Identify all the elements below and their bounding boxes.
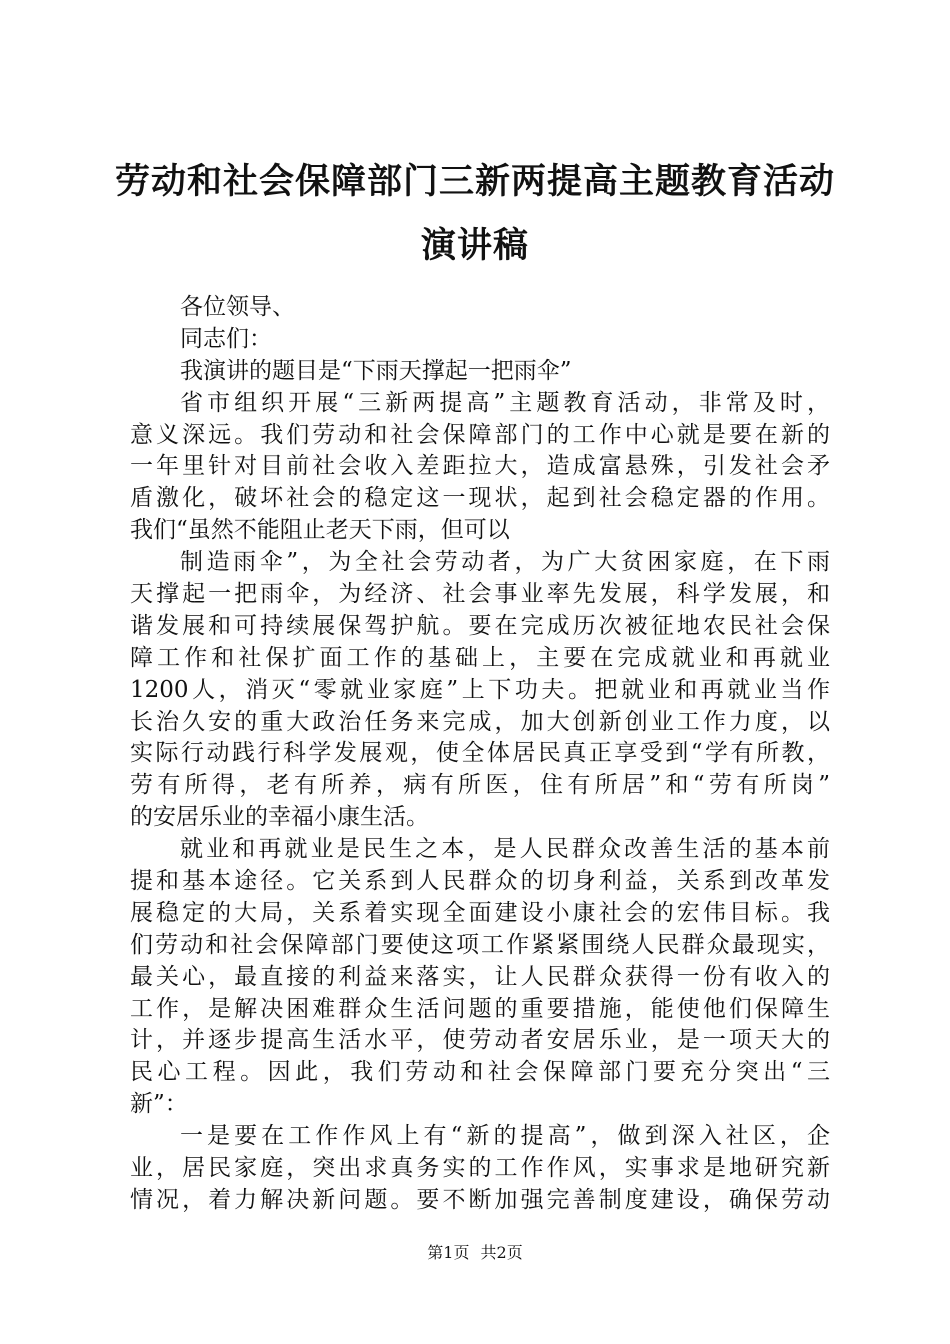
body-line: 谐发展和可持续展保驾护航。要在完成历次被征地农民社会保 — [130, 612, 830, 639]
document-body — [130, 292, 830, 1217]
body-line: 1200人，消灭“零就业家庭”上下功夫。把就业和再就业当作 — [130, 676, 830, 703]
body-line: 计，并逐步提高生活水平，使劳动者安居乐业，是一项天大的 — [130, 1027, 830, 1054]
body-line: 天撑起一把雨伞，为经济、社会事业率先发展，科学发展，和 — [130, 581, 830, 608]
body-line: 们劳动和社会保障部门要使这项工作紧紧围绕人民群众最现实， — [130, 931, 830, 958]
body-line: 实际行动践行科学发展观，使全体居民真正享受到“学有所教， — [130, 740, 830, 767]
body-line: 新”： — [130, 1091, 188, 1118]
body-line: 的安居乐业的幸福小康生活。 — [130, 804, 429, 831]
body-line: 制造雨伞”，为全社会劳动者，为广大贫困家庭，在下雨 — [180, 549, 830, 576]
body-line: 各位领导、 — [180, 294, 295, 320]
body-line: 展稳定的大局，关系着实现全面建设小康社会的宏伟目标。我 — [130, 899, 830, 926]
body-line: 情况，着力解决新问题。要不断加强完善制度建设，确保劳动 — [130, 1186, 830, 1213]
body-line: 民心工程。因此，我们劳动和社会保障部门要充分突出“三 — [130, 1059, 830, 1086]
body-line: 业，居民家庭，突出求真务实的工作作风，实事求是地研究新 — [130, 1155, 830, 1182]
page-footer — [0, 1243, 950, 1263]
body-line: 长治久安的重大政治任务来完成，加大创新创业工作力度，以 — [130, 708, 830, 735]
body-line: 提和基本途径。它关系到人民群众的切身利益，关系到改革发 — [130, 868, 830, 895]
body-line: 盾激化，破坏社会的稳定这一现状，起到社会稳定器的作用。 — [130, 485, 830, 512]
body-line: 意义深远。我们劳动和社会保障部门的工作中心就是要在新的 — [130, 421, 830, 448]
body-line: 同志们： — [180, 325, 272, 352]
body-line: 障工作和社保扩面工作的基础上，主要在完成就业和再就业 — [130, 644, 830, 671]
body-line: 省市组织开展“三新两提高”主题教育活动，非常及时， — [180, 389, 830, 416]
body-line: 就业和再就业是民生之本，是人民群众改善生活的基本前 — [180, 836, 830, 863]
body-line: 一年里针对目前社会收入差距拉大，造成富悬殊，引发社会矛 — [130, 453, 830, 480]
body-line: 我们“虽然不能阻止老天下雨，但可以 — [130, 517, 510, 544]
document-title-line-1: 劳动和社会保障部门三新两提高主题教育活动 — [114, 162, 835, 202]
body-line: 最关心，最直接的利益来落实，让人民群众获得一份有收入的 — [130, 963, 830, 990]
body-line: 我演讲的题目是“下雨天撑起一把雨伞” — [180, 357, 572, 384]
page-number: 第1页 — [427, 1243, 470, 1262]
body-line: 劳有所得，老有所养，病有所医，住有所居”和“劳有所岗” — [130, 772, 830, 799]
document-title-line-2: 演讲稿 — [420, 226, 529, 266]
body-line: 一是要在工作作风上有“新的提高”，做到深入社区，企 — [180, 1123, 830, 1150]
page-total: 共2页 — [480, 1243, 523, 1262]
body-line: 工作，是解决困难群众生活问题的重要措施，能使他们保障生 — [130, 995, 830, 1022]
